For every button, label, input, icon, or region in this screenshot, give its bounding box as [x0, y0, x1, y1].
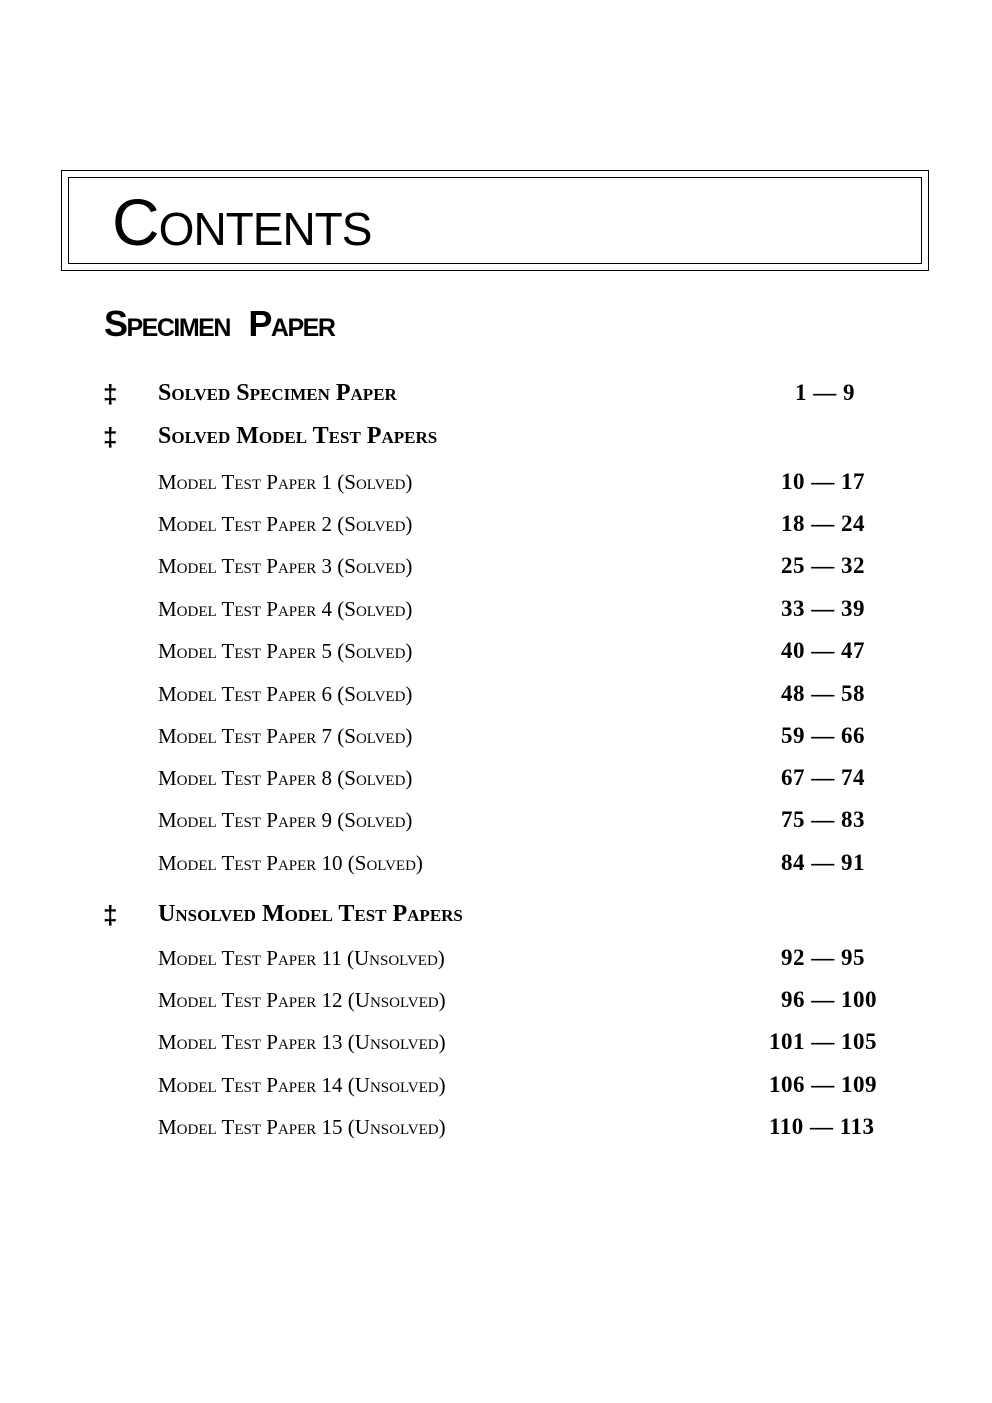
toc-entry-pages: 67 — 74 [781, 765, 865, 790]
toc-group-specimen[interactable]: Solved Specimen Paper [158, 380, 397, 406]
toc-entry-pages: 101 — 105 [769, 1029, 877, 1054]
section-heading: Specimen Paper [104, 303, 335, 344]
dagger-bullet-solved: ‡ [103, 422, 118, 452]
toc-entry[interactable]: Model Test Paper 2 (Solved) [158, 512, 413, 536]
toc-entry[interactable]: Model Test Paper 13 (Unsolved) [158, 1030, 446, 1054]
toc-entry-pages: 10 — 17 [781, 469, 865, 494]
toc-entry-pages: 40 — 47 [781, 638, 865, 663]
page-title: Contents [112, 185, 372, 259]
toc-entry[interactable]: Model Test Paper 4 (Solved) [158, 597, 413, 621]
toc-group-solved[interactable]: Solved Model Test Papers [158, 423, 438, 449]
toc-entry-pages: 75 — 83 [781, 807, 865, 832]
toc-entry[interactable]: Model Test Paper 8 (Solved) [158, 766, 413, 790]
toc-entry-pages: 59 — 66 [781, 723, 865, 748]
toc-entry-pages: 110 — 113 [769, 1114, 875, 1139]
toc-entry-pages: 48 — 58 [781, 681, 865, 706]
toc-entry[interactable]: Model Test Paper 7 (Solved) [158, 724, 413, 748]
toc-entry-pages: 25 — 32 [781, 553, 865, 578]
toc-entry[interactable]: Model Test Paper 9 (Solved) [158, 808, 413, 832]
toc-entry[interactable]: Model Test Paper 6 (Solved) [158, 682, 413, 706]
toc-pages-specimen: 1 — 9 [795, 380, 855, 405]
toc-entry[interactable]: Model Test Paper 5 (Solved) [158, 639, 413, 663]
dagger-bullet-unsolved: ‡ [103, 900, 118, 930]
toc-entry-pages: 96 — 100 [781, 987, 877, 1012]
toc-entry-pages: 92 — 95 [781, 945, 865, 970]
toc-entry[interactable]: Model Test Paper 10 (Solved) [158, 851, 423, 875]
toc-entry-pages: 106 — 109 [769, 1072, 877, 1097]
toc-entry[interactable]: Model Test Paper 3 (Solved) [158, 554, 413, 578]
toc-entry[interactable]: Model Test Paper 1 (Solved) [158, 470, 413, 494]
toc-entry-pages: 84 — 91 [781, 850, 865, 875]
toc-entry[interactable]: Model Test Paper 14 (Unsolved) [158, 1073, 446, 1097]
toc-group-unsolved[interactable]: Unsolved Model Test Papers [158, 901, 463, 927]
dagger-bullet-specimen: ‡ [103, 379, 118, 409]
toc-entry[interactable]: Model Test Paper 15 (Unsolved) [158, 1115, 446, 1139]
toc-entry-pages: 33 — 39 [781, 596, 865, 621]
toc-entry[interactable]: Model Test Paper 11 (Unsolved) [158, 946, 445, 970]
toc-entry[interactable]: Model Test Paper 12 (Unsolved) [158, 988, 446, 1012]
toc-entry-pages: 18 — 24 [781, 511, 865, 536]
